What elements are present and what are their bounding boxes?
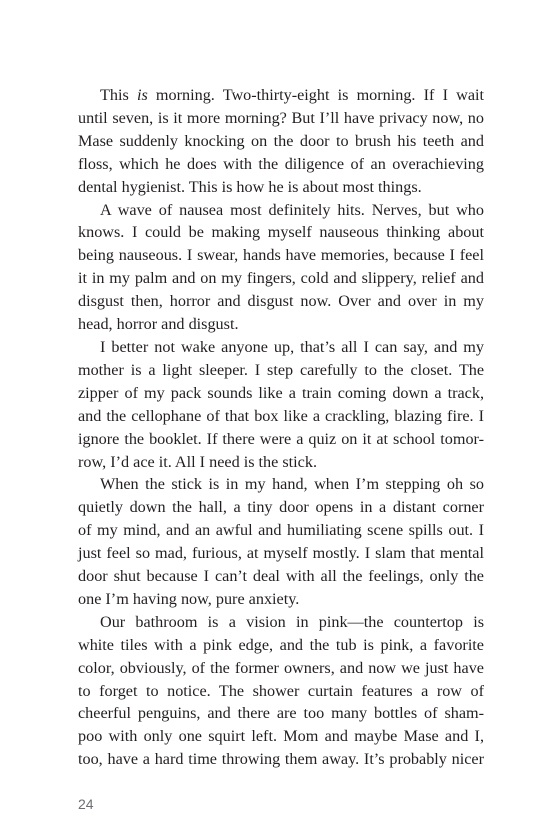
text-line: head, horror and disgust. xyxy=(78,315,239,334)
text-line: being nauseous. I swear, hands have memories, because I feel xyxy=(78,246,484,265)
text-line: cheerful penguins, and there are too many bottles of sham- xyxy=(78,704,484,723)
text-line: mother is a light sleeper. I step carefully to the closet. The xyxy=(78,360,484,379)
text-line: This is morning. Two-thirty-eight is morning. If I wait xyxy=(100,86,485,104)
text-line: I better not wake anyone up, that’s all I can say, and my xyxy=(100,337,484,356)
text-line: and the cellophane of that box like a crackling, blazing fire. I xyxy=(78,406,484,425)
text-line: of my mind, and an awful and humiliating scene spills out. I xyxy=(78,521,484,540)
text-line: disgust then, horror and disgust now. Over and over in my xyxy=(78,292,484,311)
text-line: Our bathroom is a vision in pink—the countertop is xyxy=(100,612,484,631)
text-line: to forget to notice. The shower curtain features a row of xyxy=(78,681,484,700)
paragraph xyxy=(78,611,484,771)
paragraph xyxy=(78,336,484,473)
text-line: door shut because I can’t deal with all the feelings, only the xyxy=(78,567,484,586)
text-line: color, obviously, of the former owners, and now we just have xyxy=(78,658,484,677)
text-line: row, I’d ace it. All I need is the stick. xyxy=(78,452,317,471)
text-line: zipper of my pack sounds like a train coming down a track, xyxy=(78,383,484,402)
text-line: dental hygienist. This is how he is about most things. xyxy=(78,177,422,196)
text-line: When the stick is in my hand, when I’m stepping oh so xyxy=(100,475,484,494)
text-line: poo with only one squirt left. Mom and maybe Mase and I, xyxy=(78,727,484,746)
page-number: 24 xyxy=(78,796,94,812)
text-line: white tiles with a pink edge, and the tub is pink, a favorite xyxy=(78,635,484,654)
paragraph xyxy=(78,84,484,199)
text-line: ignore the booklet. If there were a quiz on it at school tomor- xyxy=(78,429,484,448)
text-line: until seven, is it more morning? But I’ll have privacy now, no xyxy=(78,108,484,127)
text-line: it in my palm and on my fingers, cold and slippery, relief and xyxy=(78,269,484,288)
text-line: quietly down the hall, a tiny door opens in a distant corner xyxy=(78,498,484,517)
text-line: Mase suddenly knocking on the door to brush his teeth and xyxy=(78,131,484,150)
text-line: one I’m having now, pure anxiety. xyxy=(78,589,300,608)
text-line: just feel so mad, furious, at myself mostly. I slam that mental xyxy=(78,544,484,563)
text-line: floss, which he does with the diligence of an overachieving xyxy=(78,154,484,173)
paragraph xyxy=(78,473,484,610)
emphasis: is xyxy=(136,86,148,104)
text-line: too, have a hard time throwing them away. It’s probably nicer xyxy=(78,750,484,769)
text-line: knows. I could be making myself nauseous thinking about xyxy=(78,223,484,242)
body-text xyxy=(78,84,484,771)
paragraph xyxy=(78,199,484,336)
text-line: A wave of nausea most definitely hits. Nerves, but who xyxy=(100,200,484,219)
